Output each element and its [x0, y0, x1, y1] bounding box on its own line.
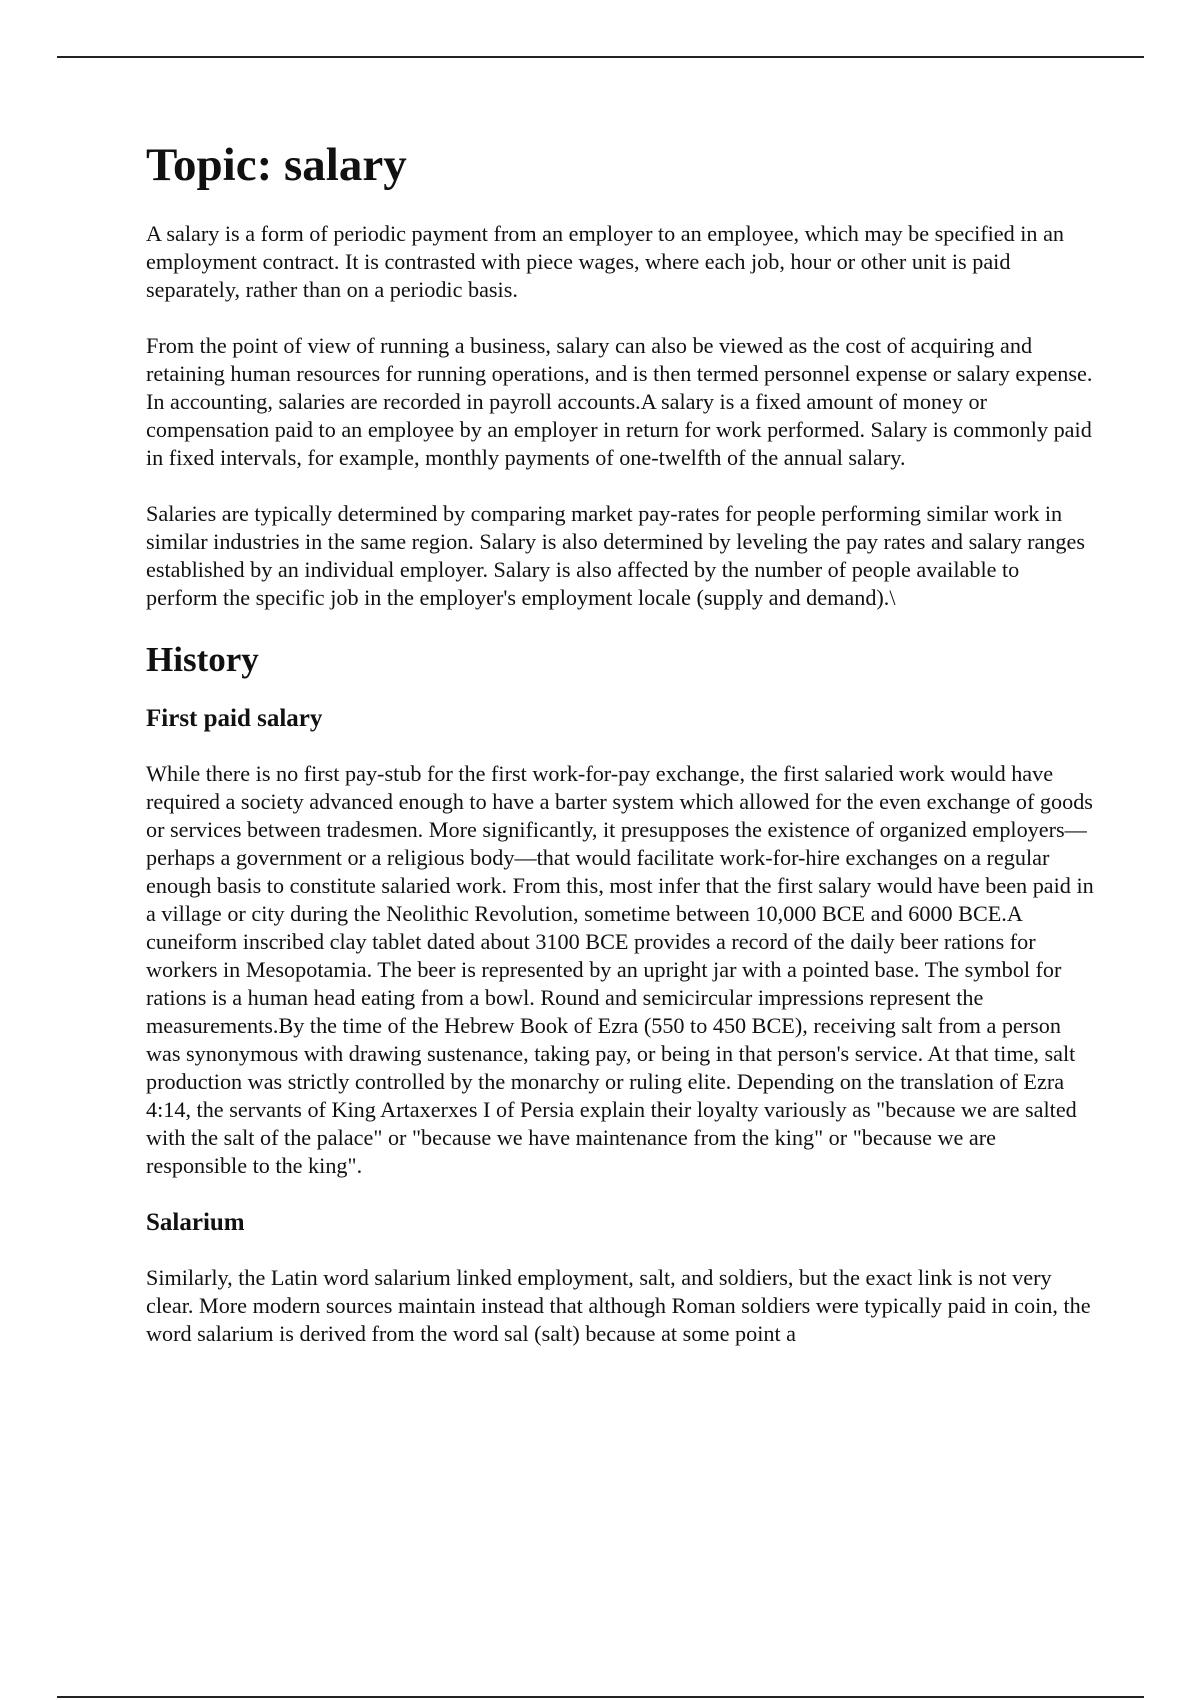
salarium-heading: Salarium: [146, 1208, 245, 1236]
document-body: [146, 140, 1094, 1376]
intro-paragraph-2: From the point of view of running a business, salary can also be viewed as the cost of acquiring and retaining human resources for running operations, and is then termed personnel expense or salary expense. In accounting, salaries are recorded in payroll accounts.A salary is a fixed amount of money or compensation paid to an employee by an employer in return for work performed. Salary is commonly paid in fixed intervals, for example, monthly payments of one-twelfth of the annual salary.: [146, 332, 1093, 470]
top-rule: [57, 56, 1144, 58]
page-title: Topic: salary: [146, 139, 407, 191]
first-paid-salary-heading: First paid salary: [146, 704, 323, 732]
intro-paragraph-1: A salary is a form of periodic payment from an employer to an employee, which may be specified in an employment contract. It is contrasted with piece wages, where each job, hour or other unit is paid separately, rather than on a periodic basis.: [146, 220, 1065, 302]
intro-paragraph-3: Salaries are typically determined by comparing market pay-rates for people performing similar work in similar industries in the same region. Salary is also determined by leveling the pay rates and salary ranges established by an individual employer. Salary is also affected by the number of people available to perform the specific job in the employer's employment locale (supply and demand).\: [146, 500, 1086, 610]
history-heading: History: [146, 639, 259, 679]
salarium-paragraph: Similarly, the Latin word salarium linked employment, salt, and soldiers, but the exact link is not very clear. More modern sources maintain instead that although Roman soldiers were typically paid in coin, the word salarium is derived from the word sal (salt) because at some point a: [146, 1264, 1091, 1346]
first-paid-salary-paragraph: While there is no first pay-stub for the first work-for-pay exchange, the first salaried work would have required a society advanced enough to have a barter system which allowed for the even exchange of goods or services between tradesmen. More significantly, it presupposes the existence of organized employers—perhaps a government or a religious body—that would facilitate work-for-hire exchanges on a regular enough basis to constitute salaried work. From this, most infer that the first salary would have been paid in a village or city during the Neolithic Revolution, sometime between 10,000 BCE and 6000 BCE.A cuneiform inscribed clay tablet dated about 3100 BCE provides a record of the daily beer rations for workers in Mesopotamia. The beer is represented by an upright jar with a pointed base. The symbol for rations is a human head eating from a bowl. Round and semicircular impressions represent the measurements.By the time of the Hebrew Book of Ezra (550 to 450 BCE), receiving salt from a person was synonymous with drawing sustenance, taking pay, or being in that person's service. At that time, salt production was strictly controlled by the monarchy or ruling elite. Depending on the translation of Ezra 4:14, the servants of King Artaxerxes I of Persia explain their loyalty variously as "because we are salted with the salt of the palace" or "because we have maintenance from the king" or "because we are responsible to the king".: [146, 760, 1094, 1178]
bottom-rule: [57, 1696, 1144, 1698]
